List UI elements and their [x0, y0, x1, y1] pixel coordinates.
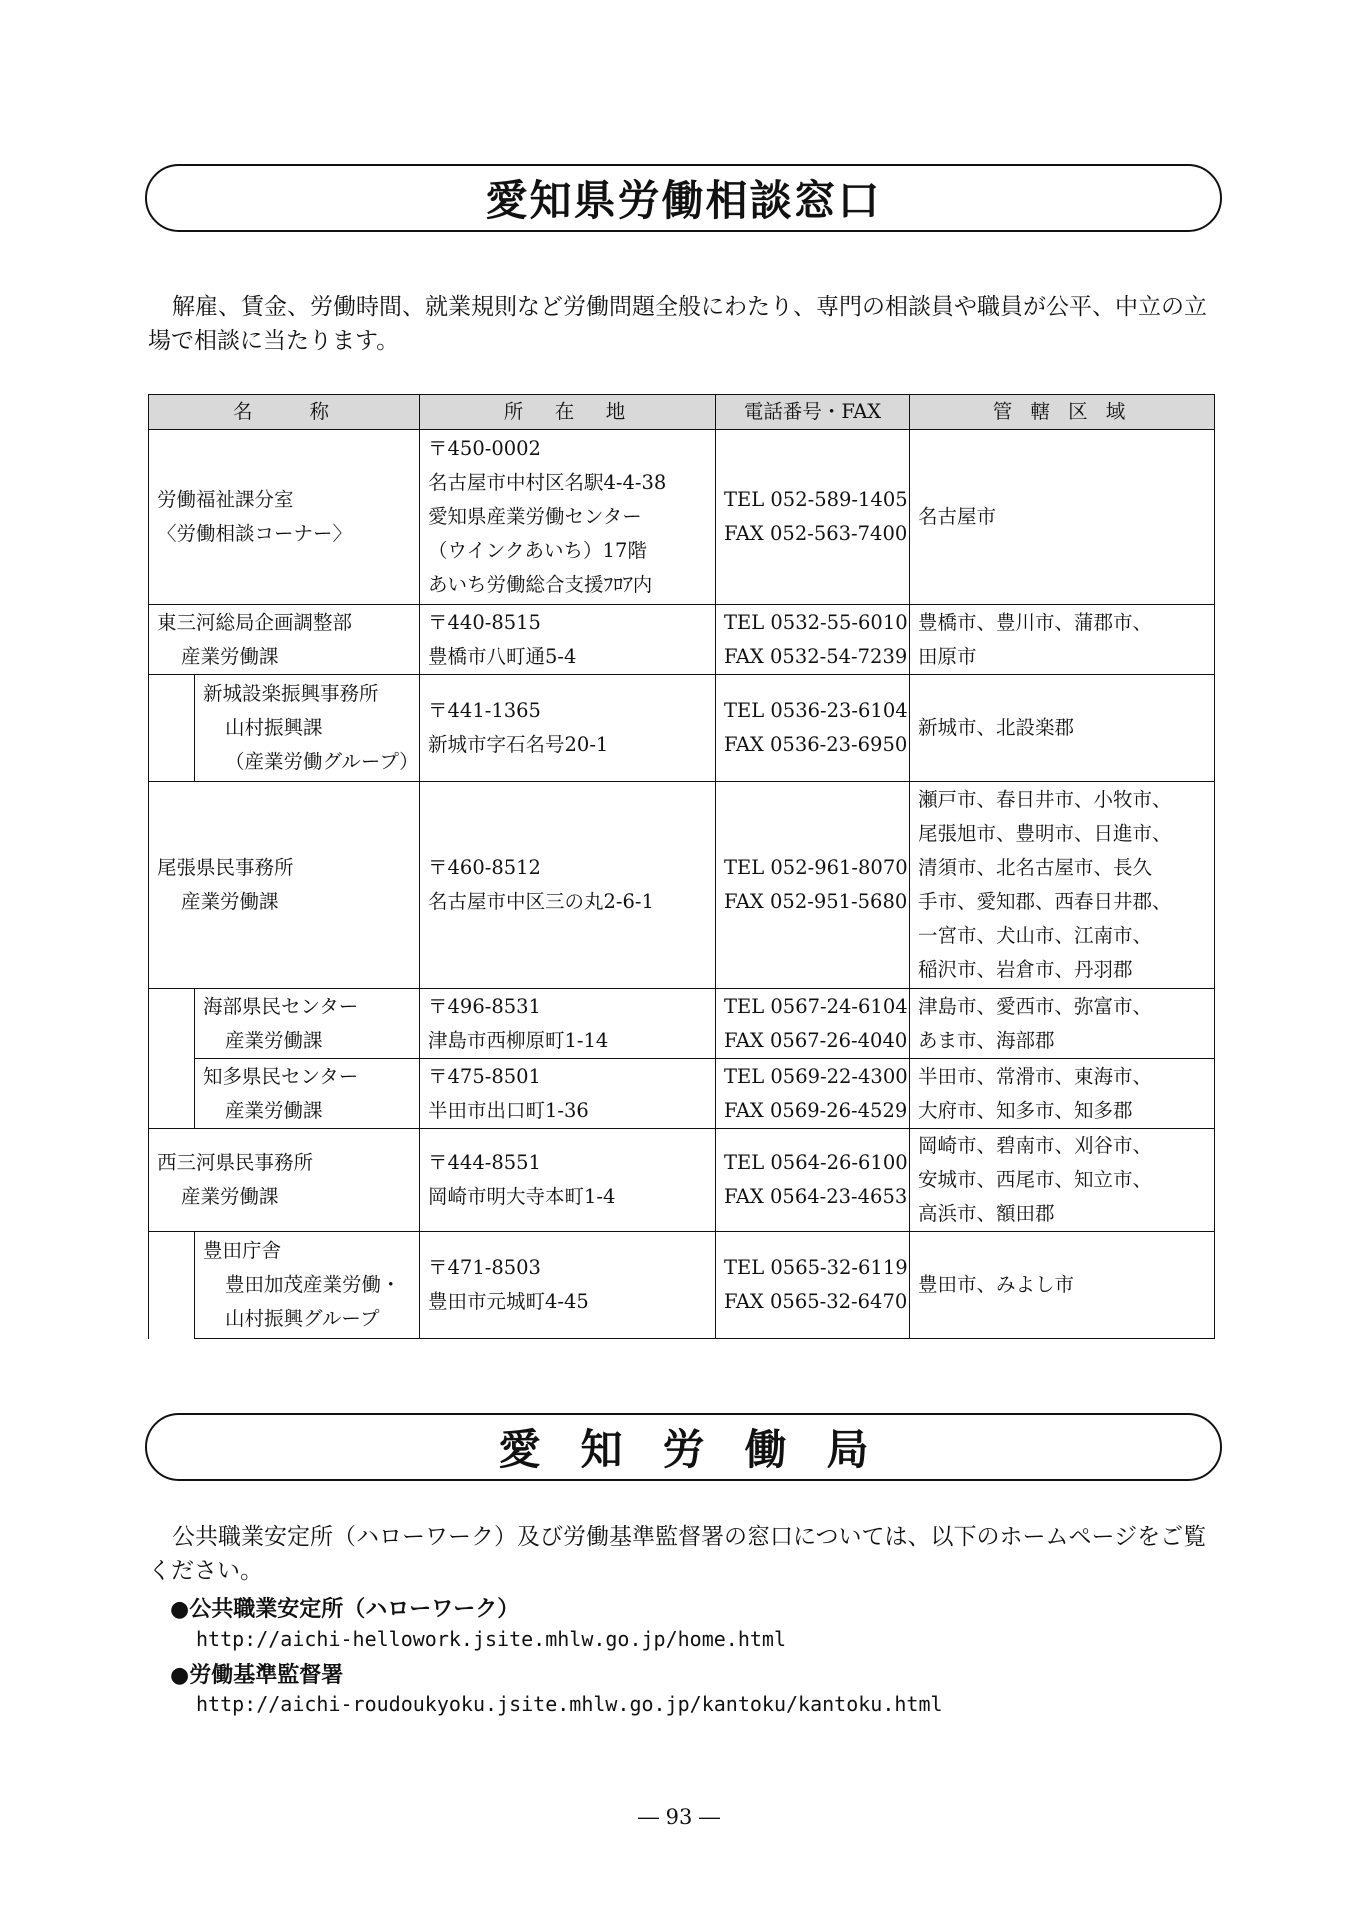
- indent-cell: [149, 989, 195, 1059]
- address-line: 〒460-8512: [428, 856, 541, 879]
- area-line: 半田市、常滑市、東海市、: [918, 1064, 1153, 1088]
- phone-line: FAX 0567-26-4040: [724, 1028, 908, 1052]
- area-line: 名古屋市: [918, 505, 997, 528]
- area-line: 豊橋市、豊川市、蒲郡市、: [918, 610, 1153, 634]
- table-row: [149, 1129, 1215, 1232]
- consultation-table: [148, 394, 1215, 1339]
- area-line: 尾張旭市、豊明市、日進市、: [918, 822, 1172, 845]
- address-line: 豊田市元城町4-45: [428, 1290, 589, 1313]
- phone-line: TEL 052-961-8070: [724, 856, 908, 879]
- address-line: 名古屋市中村区名駅4-4-38: [428, 471, 667, 494]
- area-line: 一宮市、犬山市、江南市、: [918, 924, 1153, 947]
- office-name-line: 尾張県民事務所: [157, 856, 294, 879]
- address-line: （ウインクあいち）17階: [428, 539, 647, 562]
- address-line: 〒440-8515: [428, 610, 541, 634]
- table-row: [149, 989, 1215, 1059]
- section-title-box: [145, 1413, 1222, 1481]
- link-heading-hellowork: ●公共職業安定所（ハローワーク）: [170, 1597, 520, 1622]
- address-line: 愛知県産業労働センター: [428, 505, 642, 528]
- address-line: 〒444-8551: [428, 1151, 541, 1174]
- address-line: 名古屋市中区三の丸2-6-1: [428, 890, 654, 913]
- table-row: [149, 1232, 1215, 1339]
- header-area: 管 轄 区 域: [910, 395, 1215, 430]
- phone-line: TEL 0532-55-6010: [724, 610, 908, 634]
- table-row: [149, 430, 1215, 605]
- office-name-line: 海部県民センター: [203, 994, 359, 1018]
- office-name-line: 産業労働課: [181, 1185, 279, 1208]
- page-number: ― 93 ―: [637, 1805, 721, 1829]
- office-name-line: 産業労働課: [225, 1098, 323, 1122]
- header-address: 所 在 地: [420, 395, 716, 430]
- office-name-line: 産業労働課: [181, 890, 279, 913]
- address-line: 半田市出口町1-36: [428, 1098, 589, 1122]
- table-header-row: [149, 395, 1215, 430]
- office-name-line: 産業労働課: [181, 644, 279, 668]
- office-name-line: 労働福祉課分室: [157, 488, 294, 511]
- area-line: 清須市、北名古屋市、長久: [918, 856, 1153, 879]
- phone-line: FAX 0536-23-6950: [724, 733, 908, 756]
- link-heading-kantoku: ●労働基準監督署: [170, 1663, 344, 1688]
- phone-line: FAX 052-951-5680: [724, 890, 908, 913]
- address-line: あいち労働総合支援ﾌﾛｱ内: [428, 573, 653, 596]
- address-line: 〒471-8503: [428, 1256, 541, 1279]
- phone-line: TEL 0536-23-6104: [724, 699, 908, 722]
- office-name-line: 豊田加茂産業労働・: [225, 1273, 401, 1296]
- table-row: [149, 1059, 1215, 1129]
- phone-line: FAX 0532-54-7239: [724, 644, 908, 668]
- office-name-line: 山村振興グループ: [225, 1307, 380, 1330]
- phone-line: TEL 0564-26-6100: [724, 1151, 908, 1174]
- section-title: 愛知労働局: [498, 1425, 909, 1474]
- address-line: 岡崎市明大寺本町1-4: [428, 1185, 616, 1208]
- phone-line: TEL 0569-22-4300: [724, 1064, 908, 1088]
- address-line: 豊橋市八町通5-4: [428, 644, 577, 668]
- phone-line: FAX 052-563-7400: [724, 522, 908, 545]
- area-line: 田原市: [918, 644, 977, 668]
- area-line: 安城市、西尾市、知立市、: [918, 1168, 1153, 1191]
- phone-line: TEL 052-589-1405: [724, 488, 908, 511]
- indent-cell: [149, 1059, 195, 1129]
- office-name-line: 豊田庁舎: [203, 1239, 282, 1262]
- phone-line: FAX 0569-26-4529: [724, 1098, 908, 1122]
- office-name-line: 新城設楽振興事務所: [203, 682, 379, 705]
- address-line: 〒450-0002: [428, 437, 541, 460]
- table-row: [149, 675, 1215, 782]
- indent-cell: [149, 1232, 195, 1339]
- phone-line: TEL 0565-32-6119: [724, 1256, 908, 1279]
- office-name-line: 西三河県民事務所: [157, 1151, 314, 1174]
- intro-paragraph: 解雇、賃金、労働時間、就業規則など労働問題全般にわたり、専門の相談員や職員が公平、中立の立場で相談に当たります。: [148, 294, 1207, 354]
- indent-cell: [149, 675, 195, 782]
- office-name-line: 東三河総局企画調整部: [157, 610, 353, 634]
- area-line: 瀬戸市、春日井市、小牧市、: [918, 788, 1172, 811]
- phone-line: FAX 0565-32-6470: [724, 1290, 908, 1313]
- office-name-line: 知多県民センター: [203, 1064, 359, 1088]
- table-row: [149, 605, 1215, 675]
- office-name-line: 山村振興課: [225, 716, 323, 739]
- area-line: 岡崎市、碧南市、刈谷市、: [918, 1134, 1153, 1157]
- area-line: 高浜市、額田郡: [918, 1202, 1055, 1225]
- area-line: 新城市、北設楽郡: [918, 716, 1075, 739]
- header-phone: 電話番号・FAX: [716, 395, 910, 430]
- area-line: 津島市、愛西市、弥富市、: [918, 994, 1153, 1018]
- address-line: 〒441-1365: [428, 699, 541, 722]
- area-line: 稲沢市、岩倉市、丹羽郡: [918, 958, 1133, 981]
- office-name-line: 産業労働課: [225, 1028, 323, 1052]
- header-name: 名 称: [149, 395, 420, 430]
- address-line: 新城市字石名号20-1: [428, 733, 609, 756]
- area-line: 大府市、知多市、知多郡: [918, 1098, 1133, 1122]
- office-name-line: 〈労働相談コーナー〉: [157, 522, 353, 545]
- address-line: 津島市西柳原町1-14: [428, 1028, 609, 1052]
- phone-line: TEL 0567-24-6104: [724, 994, 908, 1018]
- section-title: 愛知県労働相談窓口: [485, 176, 882, 225]
- section-title-box: [145, 164, 1222, 232]
- area-line: あま市、海部郡: [918, 1028, 1055, 1052]
- office-name-line: （産業労働グループ）: [225, 750, 419, 773]
- phone-line: FAX 0564-23-4653: [724, 1185, 908, 1208]
- table-row: [149, 782, 1215, 989]
- area-line: 手市、愛知郡、西春日井郡、: [918, 890, 1172, 913]
- address-line: 〒496-8531: [428, 994, 541, 1018]
- intro-paragraph: 公共職業安定所（ハローワーク）及び労働基準監督署の窓口については、以下のホームページをご覧ください。: [148, 1524, 1207, 1584]
- address-line: 〒475-8501: [428, 1064, 541, 1088]
- link-hellowork[interactable]: http://aichi-hellowork.jsite.mhlw.go.jp/home.html: [196, 1627, 787, 1651]
- area-line: 豊田市、みよし市: [918, 1273, 1075, 1296]
- link-kantoku[interactable]: http://aichi-roudoukyoku.jsite.mhlw.go.jp/kantoku/kantoku.html: [196, 1692, 943, 1716]
